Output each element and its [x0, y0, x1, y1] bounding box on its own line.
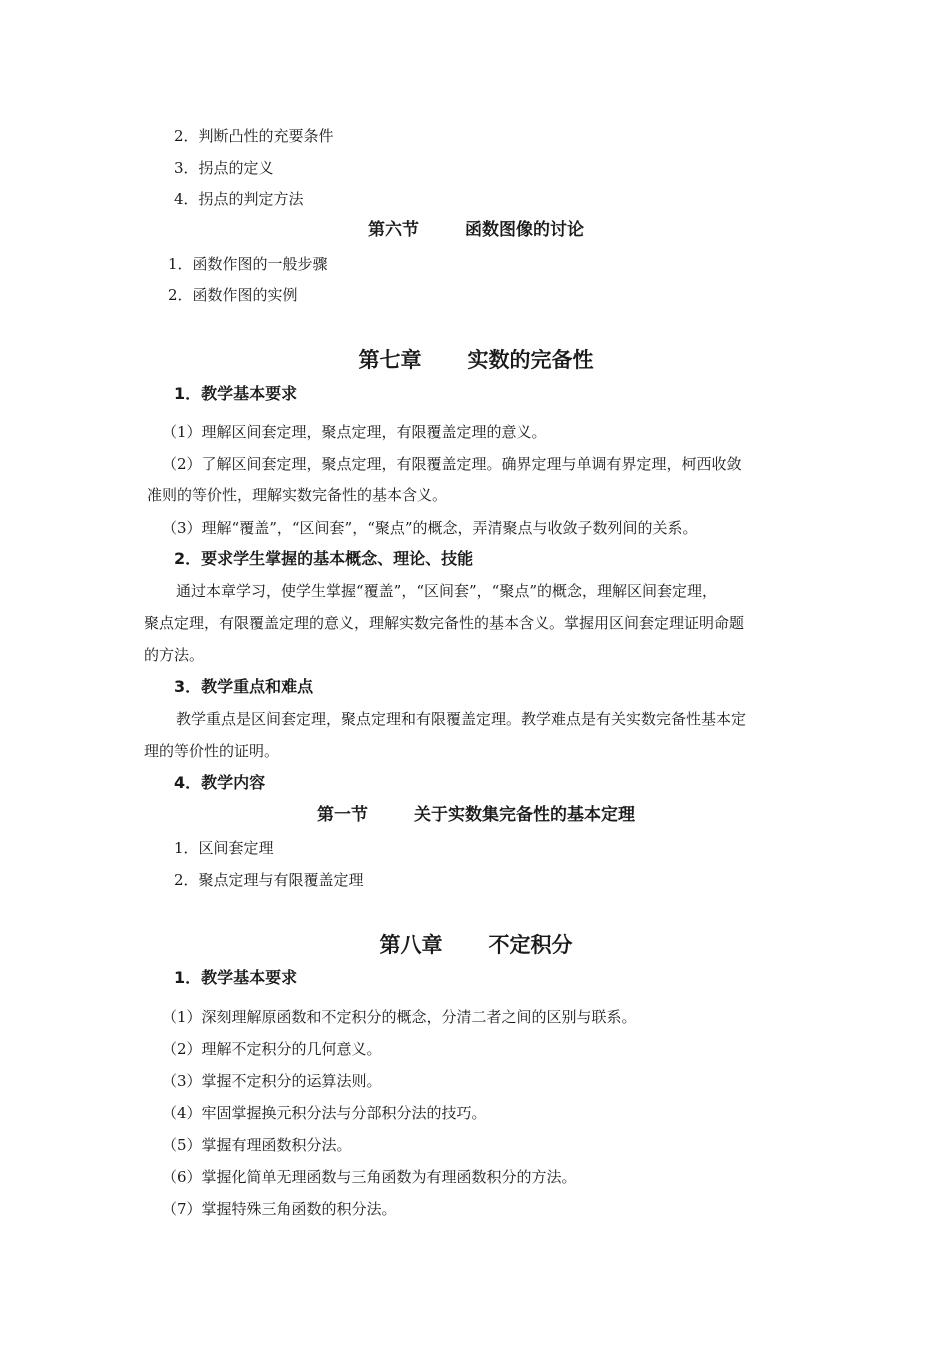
chapter-title: 不定积分: [488, 933, 573, 957]
list-item: 2．判断凸性的充要条件: [174, 127, 334, 145]
paragraph-line: 准则的等价性，理解实数完备性的基本含义。: [147, 486, 448, 504]
chapter-heading: [0, 932, 952, 958]
list-item: 4．拐点的判定方法: [174, 190, 304, 208]
paragraph-line: 的方法。: [144, 646, 205, 664]
paragraph-line: 通过本章学习，使学生掌握“覆盖”，“区间套”，“聚点”的概念，理解区间套定理，: [176, 582, 718, 600]
list-item: 2．函数作图的实例: [168, 286, 298, 304]
subheading: 4．教学内容: [174, 773, 266, 792]
paragraph-line: （2）了解区间套定理，聚点定理，有限覆盖定理。确界定理与单调有界定理，柯西收敛: [162, 455, 742, 473]
section-number: 第一节: [317, 805, 368, 825]
paragraph-line: （4）牢固掌握换元积分法与分部积分法的技巧。: [162, 1104, 487, 1122]
chapter-title: 实数的完备性: [467, 348, 594, 372]
paragraph-line: （1）深刻理解原函数和不定积分的概念，分清二者之间的区别与联系。: [162, 1008, 637, 1026]
paragraph-line: 聚点定理，有限覆盖定理的意义，理解实数完备性的基本含义。掌握用区间套定理证明命题: [144, 614, 745, 632]
paragraph-line: 理的等价性的证明。: [144, 742, 280, 760]
section-heading: [0, 804, 952, 826]
paragraph-line: （3）理解“覆盖”，“区间套”，“聚点”的概念，弄清聚点与收敛子数列间的关系。: [162, 519, 698, 537]
list-item: 1．函数作图的一般步骤: [168, 255, 328, 273]
chapter-number: 第八章: [379, 933, 443, 957]
list-item: 1．区间套定理: [174, 839, 274, 857]
chapter-number: 第七章: [358, 348, 422, 372]
list-item: 2．聚点定理与有限覆盖定理: [174, 871, 364, 889]
section-heading: [0, 219, 952, 241]
subheading: 3．教学重点和难点: [174, 677, 314, 696]
section-title: 关于实数集完备性的基本定理: [414, 805, 635, 825]
section-number: 第六节: [368, 220, 419, 240]
paragraph-line: （1）理解区间套定理，聚点定理，有限覆盖定理的意义。: [162, 423, 547, 441]
chapter-heading: [0, 347, 952, 373]
section-title: 函数图像的讨论: [465, 220, 584, 240]
subheading: 1．教学基本要求: [174, 384, 298, 403]
paragraph-line: （3）掌握不定积分的运算法则。: [162, 1072, 382, 1090]
subheading: 1．教学基本要求: [174, 968, 298, 987]
subheading: 2．要求学生掌握的基本概念、理论、技能: [174, 549, 474, 568]
paragraph-line: （7）掌握特殊三角函数的积分法。: [162, 1200, 397, 1218]
list-item: 3．拐点的定义: [174, 159, 274, 177]
paragraph-line: （2）理解不定积分的几何意义。: [162, 1040, 382, 1058]
paragraph-line: （6）掌握化简单无理函数与三角函数为有理函数积分的方法。: [162, 1168, 577, 1186]
paragraph-line: （5）掌握有理函数积分法。: [162, 1136, 352, 1154]
paragraph-line: 教学重点是区间套定理，聚点定理和有限覆盖定理。教学难点是有关实数完备性基本定: [176, 710, 747, 728]
